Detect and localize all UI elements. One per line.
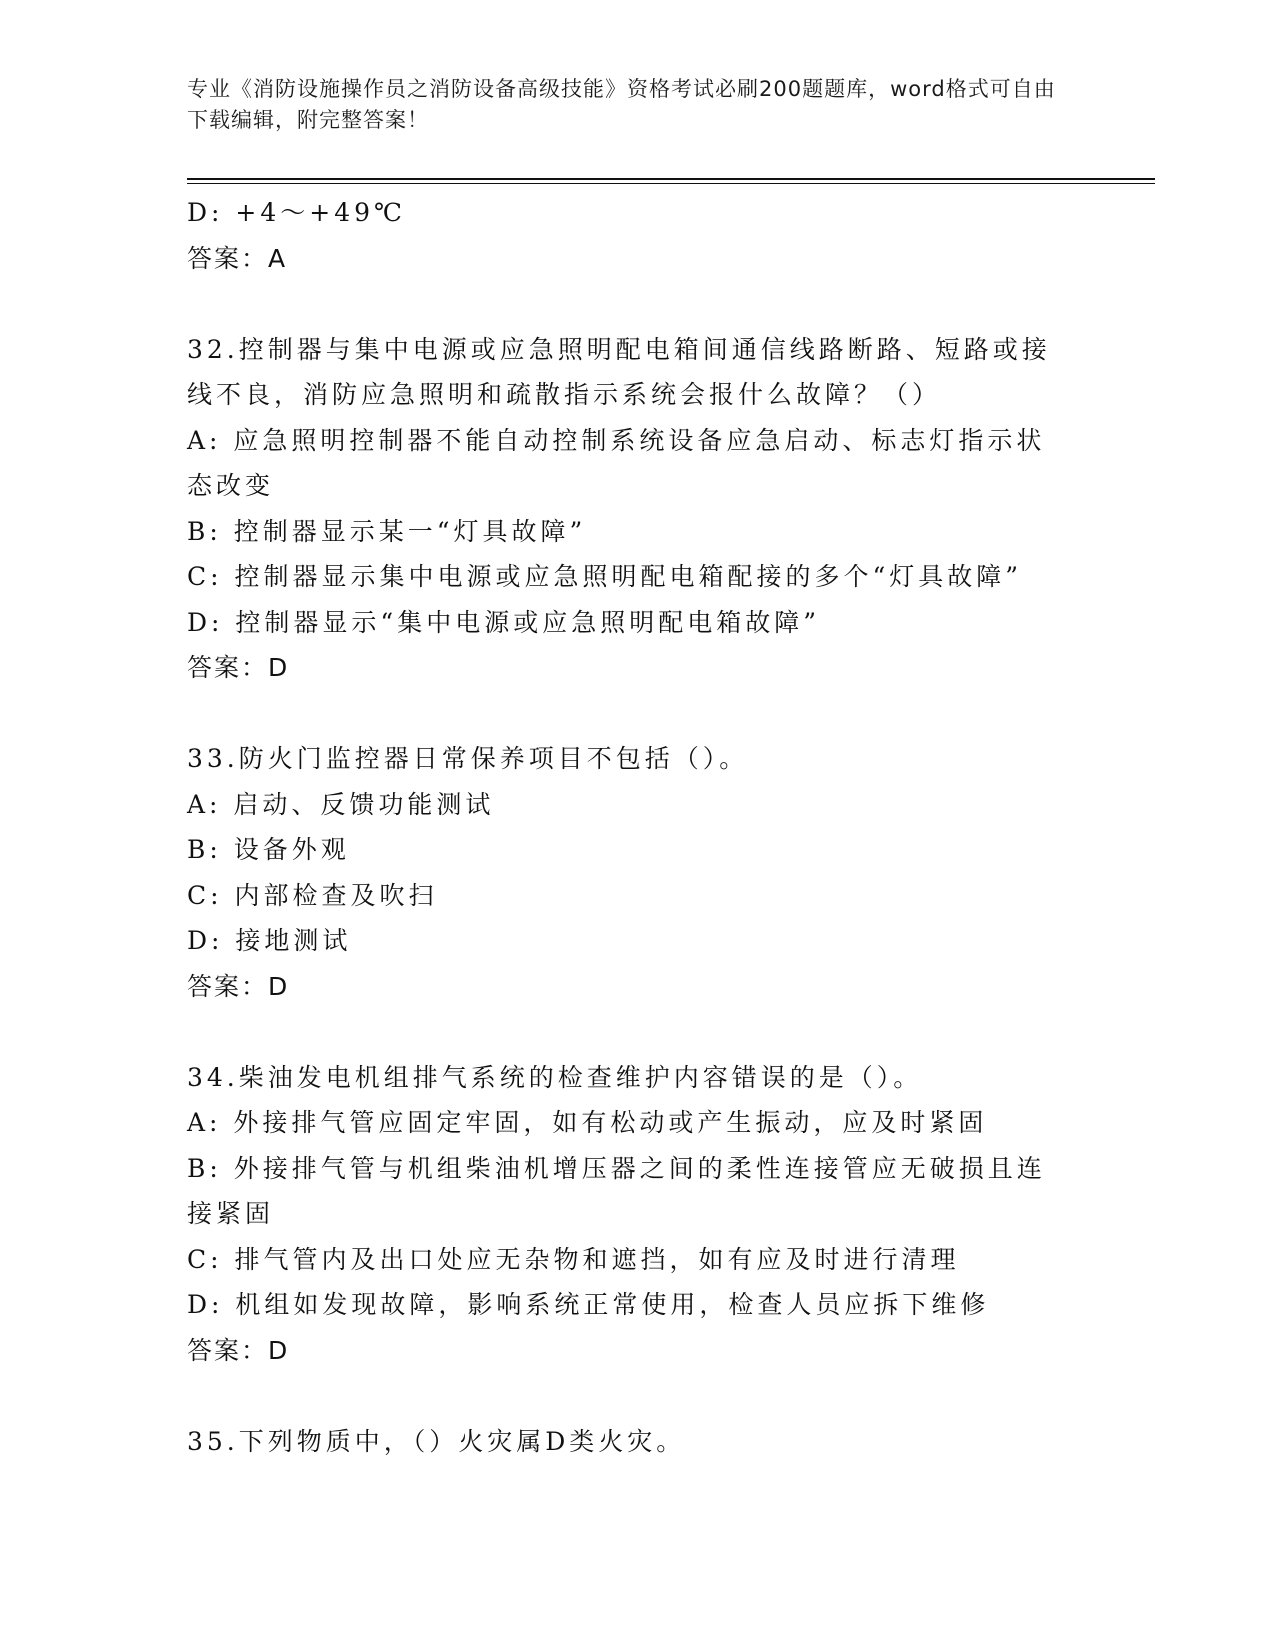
question-32-stem: 32.控制器与集中电源或应急照明配电箱间通信线路断路、短路或接线不良，消防应急照明和疏散指示系统会报什么故障？（）	[187, 334, 1051, 409]
question-33-option-a: A: 启动、反馈功能测试	[187, 789, 495, 819]
document-header: 专业《消防设施操作员之消防设备高级技能》资格考试必刷200题题库，word格式可自由下载编辑，附完整答案！	[187, 77, 1056, 132]
header-divider-thick	[187, 178, 1155, 180]
question-34-stem: 34.柴油发电机组排气系统的检查维护内容错误的是（）。	[187, 1062, 923, 1092]
question-content	[187, 190, 1087, 1464]
question-32-option-c: C: 控制器显示集中电源或应急照明配电箱配接的多个“灯具故障”	[187, 562, 1023, 591]
question-34-option-d: D: 机组如发现故障，影响系统正常使用，检查人员应拆下维修	[187, 1290, 990, 1319]
question-33-option-d: D: 接地测试	[187, 926, 352, 955]
question-34-option-c: C: 排气管内及出口处应无杂物和遮挡，如有应及时进行清理	[187, 1244, 960, 1274]
spacer	[187, 281, 1087, 327]
question-33-answer: 答案：D	[187, 971, 290, 1001]
spacer	[187, 1373, 1087, 1419]
question-33-stem: 33.防火门监控器日常保养项目不包括（）。	[187, 744, 749, 773]
prev-answer: 答案：A	[187, 243, 288, 273]
question-33-option-b: B: 设备外观	[187, 835, 350, 864]
question-32-option-a: A: 应急照明控制器不能自动控制系统设备应急启动、标志灯指示状态改变	[187, 425, 1046, 500]
question-32-option-d: D: 控制器显示“集中电源或应急照明配电箱故障”	[187, 607, 820, 637]
question-34-answer: 答案：D	[187, 1335, 290, 1365]
question-32-option-b: B: 控制器显示某一“灯具故障”	[187, 516, 587, 546]
question-34-option-a: A: 外接排气管应固定牢固，如有松动或产生振动，应及时紧固	[187, 1108, 988, 1137]
question-35-stem: 35.下列物质中，（）火灾属D类火灾。	[187, 1426, 686, 1456]
spacer	[187, 691, 1087, 737]
question-33-option-c: C: 内部检查及吹扫	[187, 880, 438, 910]
spacer	[187, 1009, 1087, 1055]
question-32-answer: 答案：D	[187, 653, 290, 682]
header-divider-thin	[187, 183, 1155, 184]
prev-option-d: D: +4～+49℃	[187, 198, 406, 227]
question-34-option-b: B: 外接排气管与机组柴油机增压器之间的柔性连接管应无破损且连接紧固	[187, 1153, 1046, 1228]
